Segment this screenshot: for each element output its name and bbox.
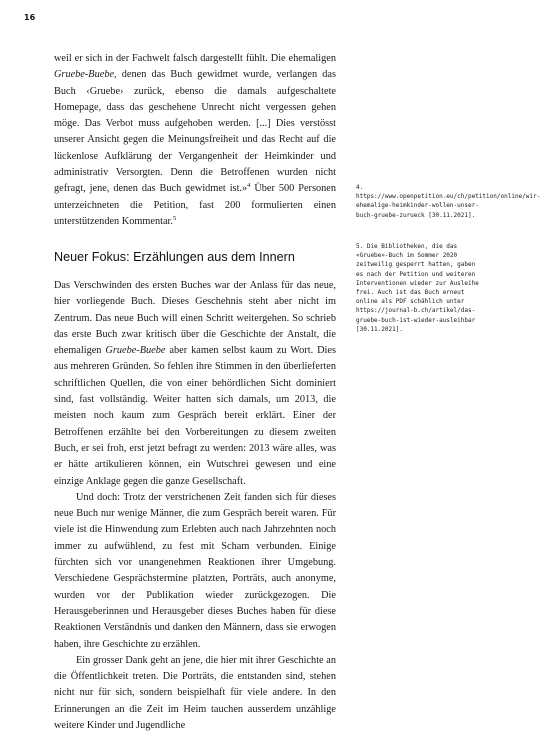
text-run: Das Verschwinden des ersten Buches war der Anlass für das neue, hier vorliegende Buch. Dieses Geschehnis steht aber nicht im Zentrum. Das neue Buch will einen Schritt weitergehen. So schrieb das erste Buch zwar kritisch über die Geschichte der Anstalt, die ehemaligen — [54, 280, 336, 357]
text-run: aber kamen selbst kaum zu Wort. Dies aus mehreren Gründen. So fehlen ihre Stimmen in den überlieferten schriftlichen Quellen, die von einer behördlichen Sicht dominiert sind, fast vollständig. Weiter hatten sich damals, um 2013, die meisten noch kaum zum Gespräch bereit erklärt. Einer der Betroffenen erzählte bei den Vorbereitungen zu diesem zweiten Buch, er sei froh, erst jetzt befragt zu werden: 2013 wäre alles, was er hätte artikulieren können, ein Wutschrei gewesen und eine einzige Anklage gegen die ganze Gesellschaft. — [54, 345, 336, 487]
footnote-4 — [356, 183, 540, 220]
body-paragraph-3: Ein grosser Dank geht an jene, die hier mit ihrer Geschichte an die Öffentlichkeit treten. Die Porträts, die entstanden sind, stehen nicht nur für sich, sondern beispielhaft für viele andere. In den Erinnerungen an die Zeit im Heim tauchen ausserdem unzählige weitere Kinder und Jugendliche — [54, 654, 336, 732]
footnote-5 — [356, 242, 480, 334]
italic-term: Gruebe-Buebe — [105, 345, 166, 357]
footnote-ref-4: 4 — [247, 182, 251, 190]
text-run: , denen das Buch gewidmet wurde, verlangen das Buch ‹Gruebe› zurück, ebenso die damals aufgeschaltete Homepage, dass das geschehene Unrecht nicht vergessen gehen möge. Das Verbot muss aufgehoben werden. [...] Dies verstösst unserer Ansicht gegen die Meinungsfreiheit und das Recht auf die lückenlose Aufklärung der Vergangenheit der Heimkinder und administrativ Versorgten. Denn die Betroffenen wurden nicht gefragt, jene, denen das Buch gewidmet ist.» — [54, 69, 336, 195]
footnote-ref-5: 5 — [172, 214, 177, 222]
section-heading: Neuer Fokus: Erzählungen aus dem Innern — [54, 250, 295, 264]
footnote-4-text: 4. https://www.openpetition.eu/ch/petition/online/wir-ehemalige-heimkinder-wollen-unser-buch-gruebe-zurueck [30.11.2021]. — [356, 184, 540, 219]
body-paragraph-1 — [54, 278, 336, 490]
top-paragraph-text — [54, 51, 336, 230]
italic-term: Gruebe-Buebe — [54, 69, 115, 81]
body-paragraph-2: Und doch: Trotz der verstrichenen Zeit fanden sich für dieses neue Buch nur wenige Männer, die zum Gespräch bereit waren. Für viele ist die Hinwendung zum Erlebten auch nach Jahrzehnten noch immer zu aufwühlend, zu fest mit Scham verbunden. Einige fürchten sich vor unangenehmen Reaktionen ihrer Umgebung. Verschiedene Gesprächstermine platzten, Porträts, auch anonyme, wurden vor der Publikation wieder zurückgezogen. Die Herausgeberinnen und Herausgeber dieses Buches haben für diese Reaktionen Verständnis und danken den Männern, dass sie erwogen haben, ihre Geschichte zu erzählen. — [54, 491, 336, 650]
page-number: 16 — [24, 13, 36, 22]
top-paragraph — [54, 51, 336, 230]
footnote-5-text: 5. Die Bibliotheken, die das «Gruebe»-Buch im Sommer 2020 zeitweilig gesperrt hatten, gaben es nach der Petition und weiteren Interventionen wieder zur Ausleihe frei. Auch ist das Buch erneut online als PDF schählich unter https://journal-b.ch/artikel/das-gruebe-buch-ist-wieder-ausleihbar [30.11.2021]. — [356, 243, 479, 333]
text-run: weil er sich in der Fachwelt falsch dargestellt fühlt. Die ehemaligen — [54, 53, 336, 64]
text-run: Über 500 Personen unterzeichneten die Petition, fast 200 formulierten einen unterstützenden Kommentar. — [54, 183, 336, 227]
section-body — [54, 278, 336, 734]
